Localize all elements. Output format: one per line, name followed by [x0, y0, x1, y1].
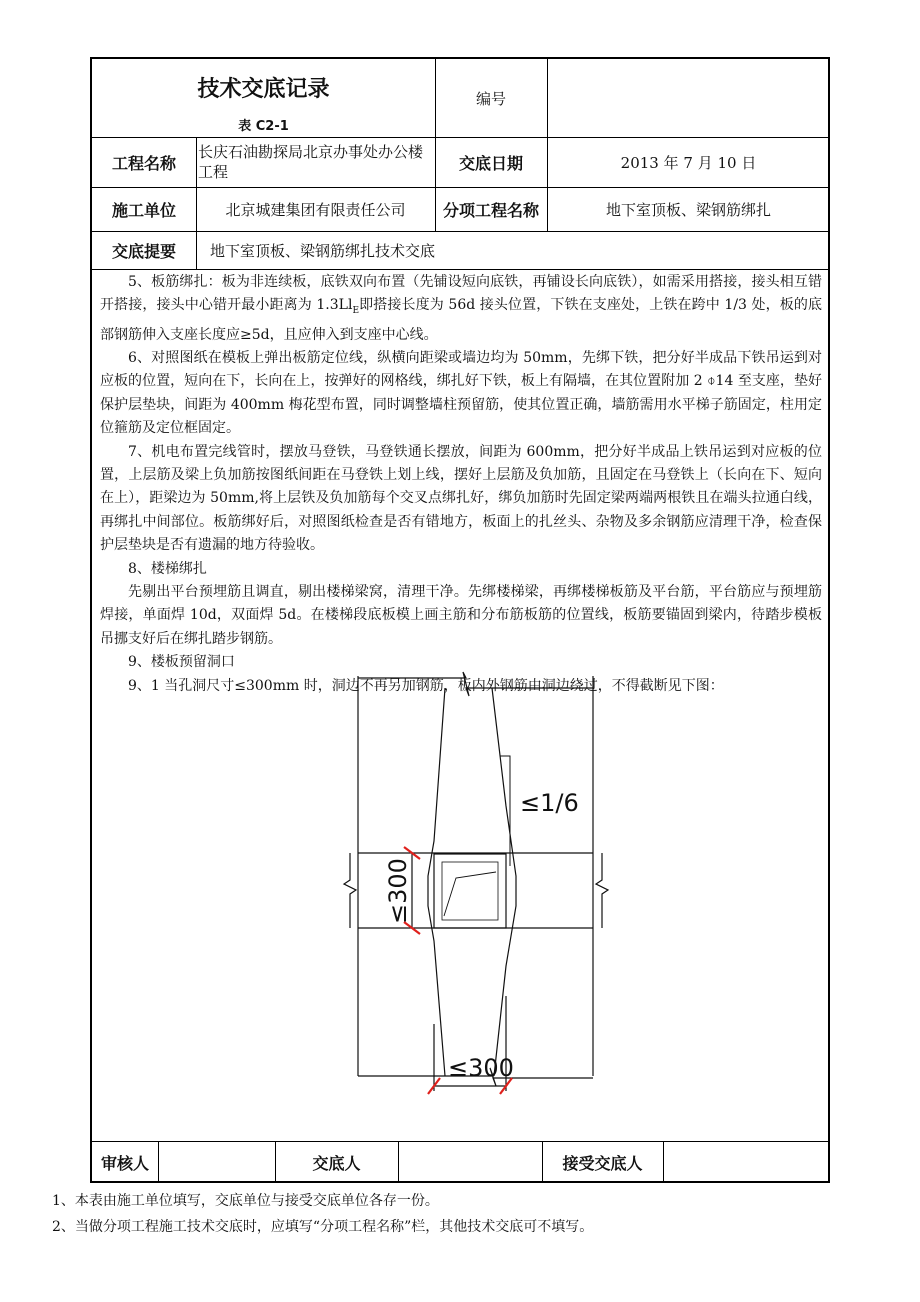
paragraph-8-heading: 8、楼梯绑扎 — [128, 560, 207, 577]
paragraph-7: 7、机电布置完线管时，摆放马登铁，马登铁通长摆放，间距为 600mm，把分好半成品上铁吊运到对应板的位置，上层筋及梁上负加筋按图纸间距在马登铁上划上线，摆好上层筋及负加筋，且固定在马登铁上（长向在下、短向在上），距梁边为 50mm,将上层铁及负加筋每个交叉点绑扎好，绑负加筋时先固定梁两端两根铁且在端头拉通白线，再绑扎中间部位。板筋绑好后，对照图纸检查是否有错地方，板面上的扎丝头、杂物及多余钢筋应清理干净，检查保护层垫块是否有遗漏的地方待验收。 — [100, 443, 822, 554]
form-number: 表 C2-1 — [238, 118, 289, 134]
opening-width-label: ≤300 — [448, 1054, 514, 1082]
paragraph-9-heading: 9、楼板预留洞口 — [128, 654, 235, 671]
opening-inner — [442, 862, 498, 920]
disclosure-date: 2013 年 7 月 10 日 — [620, 153, 757, 172]
paragraph-5: 5、板筋绑扎：板为非连续板，底铁双向布置（先铺设短向底铁，再铺设长向底铁），如需采用搭接，接头相互错开搭接，接头中心错开最小距离为 $1.3Ll_E$即搭接长度为 56d 接头位置，下铁在支座处，上铁在跨中 1/3 处，板的底部钢筋伸入支座长度应≥5d，且应伸入到支座中心线。 — [100, 274, 822, 343]
ratio-label: ≤1/6 — [520, 789, 579, 817]
opening-rebar-diagram — [238, 666, 638, 1096]
date-label: 交底日期 — [458, 153, 523, 173]
subitem-name: 地下室顶板、梁钢筋绑扎 — [605, 200, 771, 219]
right-break — [596, 853, 608, 928]
discloser-signature[interactable] — [398, 1142, 542, 1183]
summary-label: 交底提要 — [111, 241, 176, 261]
paragraph-8: 先剔出平台预埋筋且调直，剔出楼梯梁窝，清理干净。先绑楼梯梁，再绑楼梯板筋及平台筋，平台筋应与预埋筋焊接，单面焊 10d，双面焊 5d。在楼梯段底板模上画主筋和分布筋板筋的位置线，板筋要锚固到梁内，待踏步模板吊挪支好后在绑扎踏步钢筋。 — [100, 584, 822, 647]
footnote-1: 1、本表由施工单位填写，交底单位与接受交底单位各存一份。 — [52, 1193, 439, 1209]
subitem-label: 分项工程名称 — [442, 200, 539, 220]
opening-mark — [444, 872, 496, 916]
slab-edge-top — [358, 672, 593, 696]
discloser-label: 交底人 — [312, 1154, 361, 1173]
rebar-left — [428, 688, 445, 1076]
rebar-grade-icon: ⌽ — [707, 373, 716, 390]
contractor: 北京城建集团有限责任公司 — [225, 200, 406, 219]
footnotes — [52, 1188, 593, 1240]
summary: 地下室顶板、梁钢筋绑扎技术交底 — [210, 241, 436, 260]
opening — [434, 854, 506, 928]
left-break — [344, 853, 356, 928]
paragraph-9-1: 9、1 当孔洞尺寸≤300mm 时，洞边不再另加钢筋，板内外钢筋由洞边绕过，不得截断见下图： — [128, 677, 724, 694]
number-value[interactable] — [547, 59, 830, 137]
contractor-label: 施工单位 — [111, 200, 176, 220]
rebar-right — [492, 688, 516, 1076]
form-title: 技术交底记录 — [197, 76, 330, 102]
receiver-label: 接受交底人 — [562, 1154, 643, 1173]
receiver-signature[interactable] — [663, 1142, 830, 1183]
footnote-2: 2、当做分项工程施工技术交底时，应填写“分项工程名称”栏，其他技术交底可不填写。 — [52, 1219, 594, 1235]
disclosure-content — [100, 271, 822, 698]
project-name: 长庆石油勘探局北京办事处办公楼工程 — [198, 143, 424, 181]
reviewer-signature[interactable] — [158, 1142, 275, 1183]
reviewer-label: 审核人 — [100, 1154, 149, 1173]
project-name-label: 工程名称 — [111, 153, 176, 173]
paragraph-6: 6、对照图纸在模板上弹出板筋定位线，纵横向距梁或墙边均为 50mm，先绑下铁，把分好半成品下铁吊运到对应板的位置，短向在下，长向在上，按弹好的网格线，绑扎好下铁，板上有隔墙，在其位置附加 2 ⌽14 至支座，垫好保护层垫块，间距为 400mm 梅花型布置，同时调整墙柱预留筋，使其位置正确，墙筋需用水平梯子筋固定，柱用定位箍筋及定位框固定。 — [100, 350, 822, 437]
row-divider — [92, 269, 828, 270]
opening-height-label: ≤300 — [384, 858, 412, 924]
number-label: 编号 — [475, 89, 506, 108]
